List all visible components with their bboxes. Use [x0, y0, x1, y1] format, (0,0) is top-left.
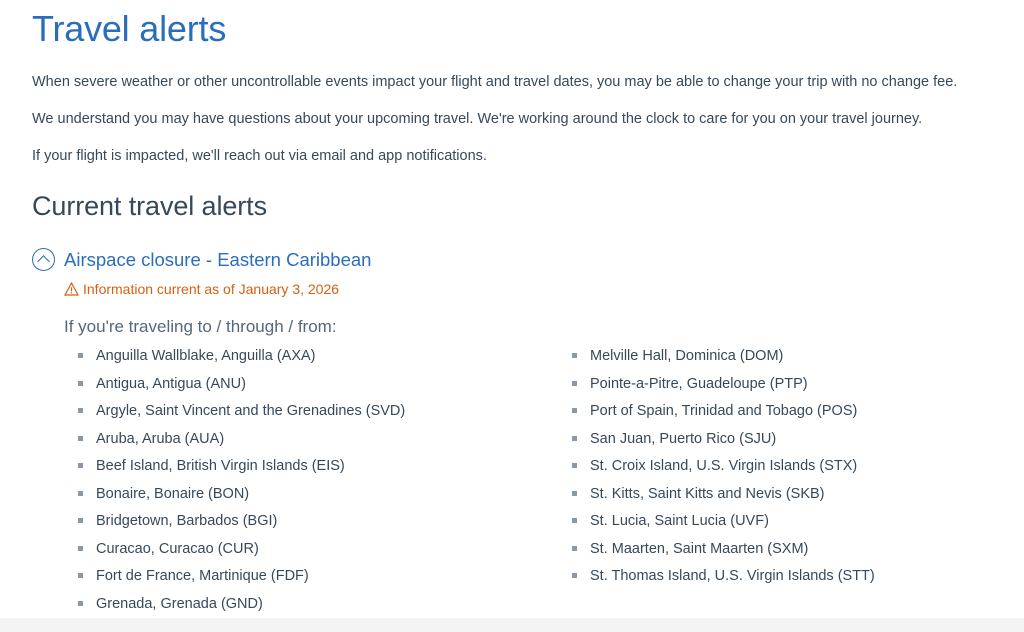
section-title-current-travel-alerts: Current travel alerts — [32, 191, 267, 222]
list-item: Bonaire, Bonaire (BON) — [64, 487, 528, 515]
alert-accordion-header[interactable] — [32, 248, 992, 271]
airport-column-left — [64, 349, 528, 624]
list-item: Port of Spain, Trinidad and Tobago (POS) — [558, 404, 992, 432]
list-item: Argyle, Saint Vincent and the Grenadines (SVD) — [64, 404, 528, 432]
list-item: Bridgetown, Barbados (BGI) — [64, 514, 528, 542]
airport-list-left — [64, 349, 528, 624]
list-item: Melville Hall, Dominica (DOM) — [558, 349, 992, 377]
list-item: Pointe-a-Pitre, Guadeloupe (PTP) — [558, 377, 992, 405]
list-item: St. Thomas Island, U.S. Virgin Islands (STT) — [558, 569, 992, 597]
list-item: Curacao, Curacao (CUR) — [64, 542, 528, 570]
list-item: St. Lucia, Saint Lucia (UVF) — [558, 514, 992, 542]
alert-accordion — [32, 248, 992, 624]
list-item: Antigua, Antigua (ANU) — [64, 377, 528, 405]
intro-paragraph-1: When severe weather or other uncontrollable events impact your flight and travel dates, you may be able to change your trip with no change fee. — [32, 74, 958, 90]
intro-paragraph-2: We understand you may have questions about your upcoming travel. We're working around the clock to care for you on your travel journey. — [32, 111, 923, 128]
airport-column-right — [528, 349, 992, 624]
page-bottom-edge — [0, 618, 1024, 632]
intro-text — [32, 72, 992, 167]
intro-paragraph-3: If your flight is impacted, we'll reach out via email and app notifications. — [32, 148, 487, 165]
information-current-notice — [64, 281, 992, 297]
warning-triangle-icon — [64, 282, 79, 296]
list-item: Anguilla Wallblake, Anguilla (AXA) — [64, 349, 528, 377]
list-item: St. Maarten, Saint Maarten (SXM) — [558, 542, 992, 570]
list-item: San Juan, Puerto Rico (SJU) — [558, 432, 992, 460]
chevron-up-circle-icon[interactable] — [32, 248, 55, 271]
list-item: Grenada, Grenada (GND) — [64, 597, 528, 625]
list-item: Aruba, Aruba (AUA) — [64, 432, 528, 460]
list-item: St. Croix Island, U.S. Virgin Islands (STX) — [558, 459, 992, 487]
list-item: Fort de France, Martinique (FDF) — [64, 569, 528, 597]
list-item: St. Kitts, Saint Kitts and Nevis (SKB) — [558, 487, 992, 515]
traveling-label: If you're traveling to / through / from: — [64, 317, 337, 337]
alert-accordion-body — [32, 281, 992, 624]
information-current-text: Information current as of January 3, 2026 — [83, 281, 340, 298]
page-title: Travel alerts — [32, 8, 227, 49]
airport-columns — [64, 349, 992, 624]
airport-list-right — [558, 349, 992, 597]
alert-accordion-title[interactable]: Airspace closure - Eastern Caribbean — [64, 248, 372, 270]
list-item: Beef Island, British Virgin Islands (EIS) — [64, 459, 528, 487]
